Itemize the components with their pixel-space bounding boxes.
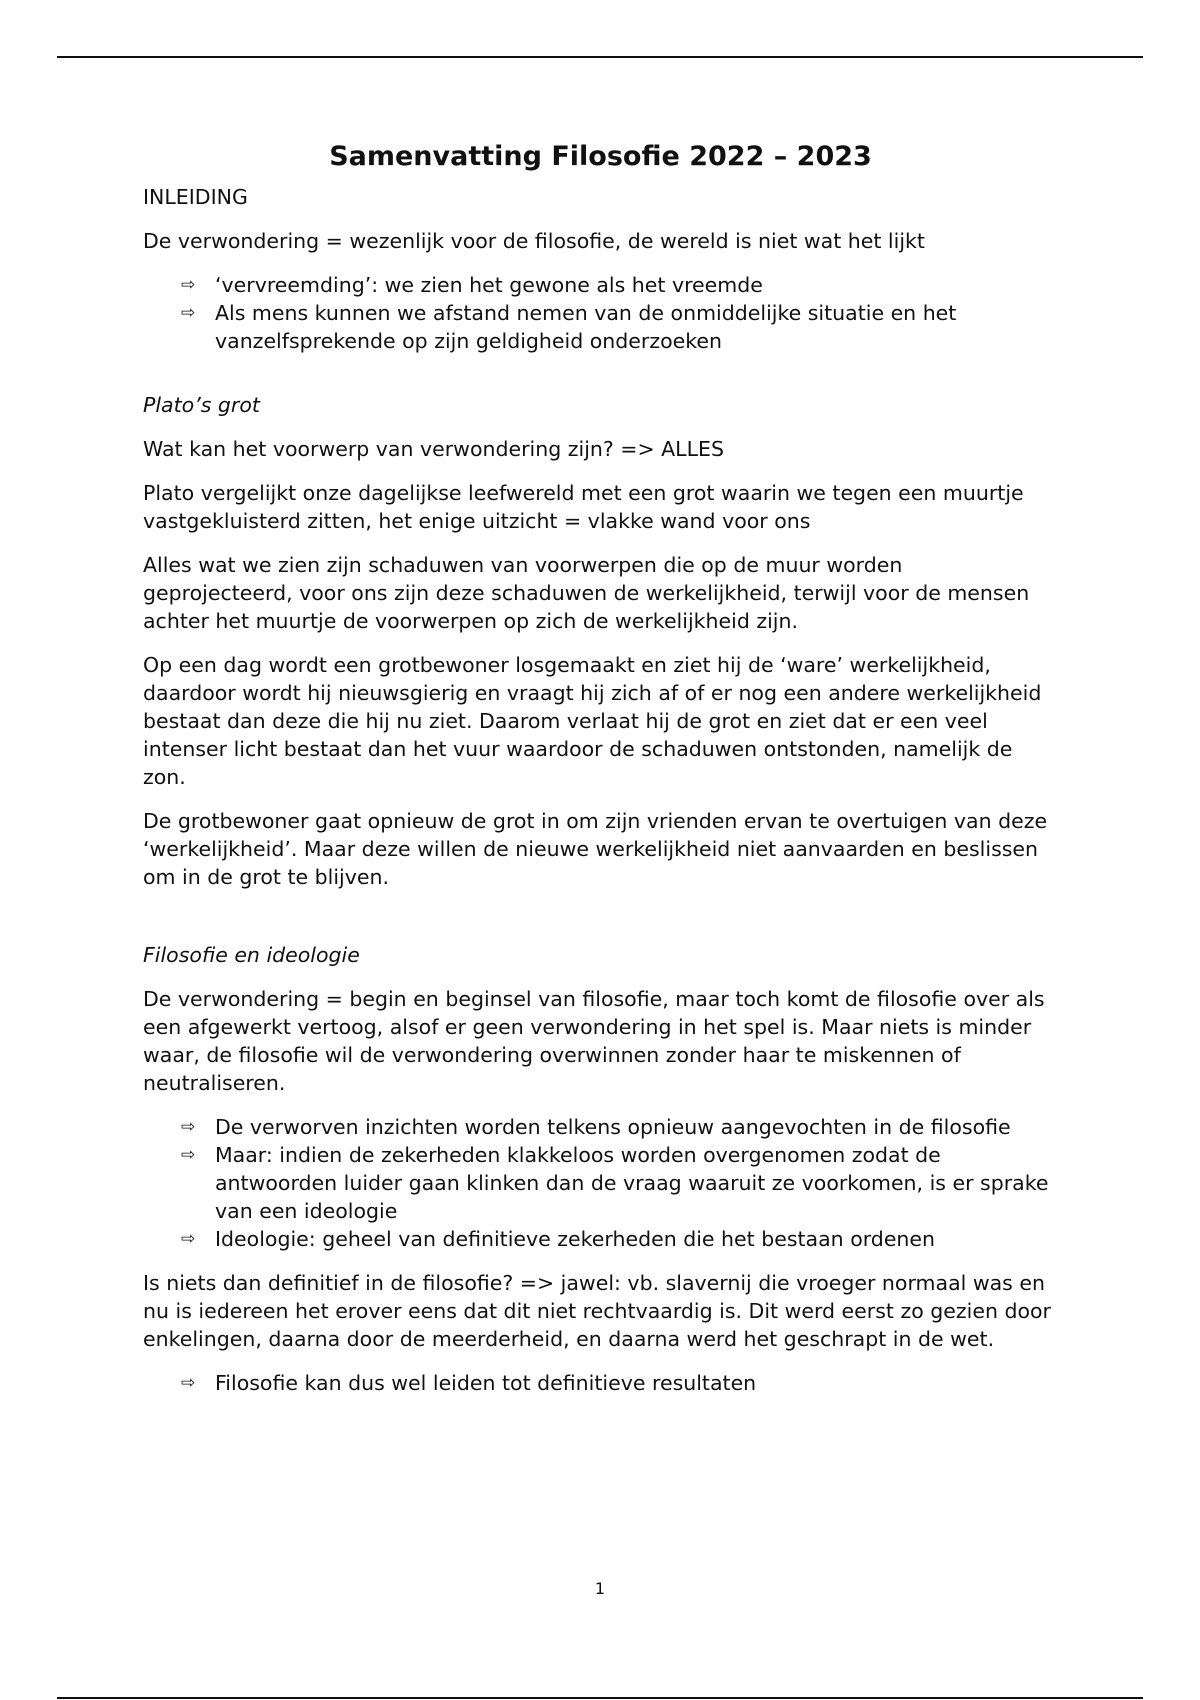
arrow-right-icon: ⇨ [181,275,196,295]
section-heading-ideology: Filosofie en ideologie [143,943,360,967]
arrow-right-icon: ⇨ [181,303,196,323]
ideology-paragraph: De verwondering = begin en beginsel van filosofie, maar toch komt de filosofie over als een afgewerkt vertoog, alsof er geen verwondering in het spel is. Maar niets is minder waar, de filosofie wil de verwondering overwinnen zonder haar te miskennen of neutraliseren. [143,987,1045,1095]
document-title: Samenvatting Filosofie 2022 – 2023 [329,141,872,172]
page-number: 1 [594,1579,606,1598]
plato-paragraph: De grotbewoner gaat opnieuw de grot in om zijn vrienden ervan te overtuigen van deze ‘werkelijkheid’. Maar deze willen de nieuwe werkelijkheid niet aanvaarden en beslissen om in de grot te blijven. [143,809,1048,889]
intro-bullet-list [143,271,1058,355]
list-item [181,1141,1058,1225]
section-heading-plato: Plato’s grot [143,393,260,417]
list-item-text: Maar: indien de zekerheden klakkeloos worden overgenomen zodat de antwoorden luider gaan klinken dan de vraag waaruit ze voorkomen, is er sprake van een ideologie [215,1143,1049,1223]
header-rule [57,56,1143,58]
ideology-conclusion-list [143,1369,1058,1397]
plato-paragraph: Wat kan het voorwerp van verwondering zijn? => ALLES [143,437,724,461]
arrow-right-icon: ⇨ [181,1373,196,1393]
list-item [181,271,1058,299]
arrow-right-icon: ⇨ [181,1229,196,1249]
spacer [143,371,1058,391]
plato-paragraph: Op een dag wordt een grotbewoner losgemaakt en ziet hij de ‘ware’ werkelijkheid, daardoor wordt hij nieuwsgierig en vraagt hij zich af of er nog een andere werkelijkheid bestaat dan deze die hij nu ziet. Daarom verlaat hij de grot en ziet dat er een veel intenser licht bestaat dan het vuur waardoor de schaduwen ontstonden, namelijk de zon. [143,653,1042,789]
ideology-paragraph: Is niets dan definitief in de filosofie? => jawel: vb. slavernij die vroeger normaal was en nu is iedereen het erover eens dat dit niet rechtvaardig is. Dit werd eerst zo gezien door enkelingen, daarna door de meerderheid, en daarna werd het geschrapt in de wet. [143,1271,1051,1351]
section-label-intro: INLEIDING [143,185,248,209]
plato-paragraph: Alles wat we zien zijn schaduwen van voorwerpen die op de muur worden geprojecteerd, voor ons zijn deze schaduwen de werkelijkheid, terwijl voor de mensen achter het muurtje de voorwerpen op zich de werkelijkheid zijn. [143,553,1030,633]
list-item-text: ‘vervreemding’: we zien het gewone als het vreemde [215,273,763,297]
page-content [143,135,1058,1413]
footer-rule [57,1697,1143,1699]
list-item [181,1113,1058,1141]
plato-paragraph: Plato vergelijkt onze dagelijkse leefwereld met een grot waarin we tegen een muurtje vastgekluisterd zitten, het enige uitzicht = vlakke wand voor ons [143,481,1024,533]
list-item-text: De verworven inzichten worden telkens opnieuw aangevochten in de filosofie [215,1115,1011,1139]
list-item-text: Filosofie kan dus wel leiden tot definitieve resultaten [215,1371,757,1395]
arrow-right-icon: ⇨ [181,1117,196,1137]
list-item [181,1369,1058,1397]
arrow-right-icon: ⇨ [181,1145,196,1165]
spacer [143,907,1058,941]
list-item-text: Als mens kunnen we afstand nemen van de onmiddelijke situatie en het vanzelfsprekende op zijn geldigheid onderzoeken [215,301,957,353]
list-item [181,1225,1058,1253]
list-item [181,299,1058,355]
intro-paragraph: De verwondering = wezenlijk voor de filosofie, de wereld is niet wat het lijkt [143,229,925,253]
list-item-text: Ideologie: geheel van definitieve zekerheden die het bestaan ordenen [215,1227,936,1251]
ideology-bullet-list [143,1113,1058,1253]
